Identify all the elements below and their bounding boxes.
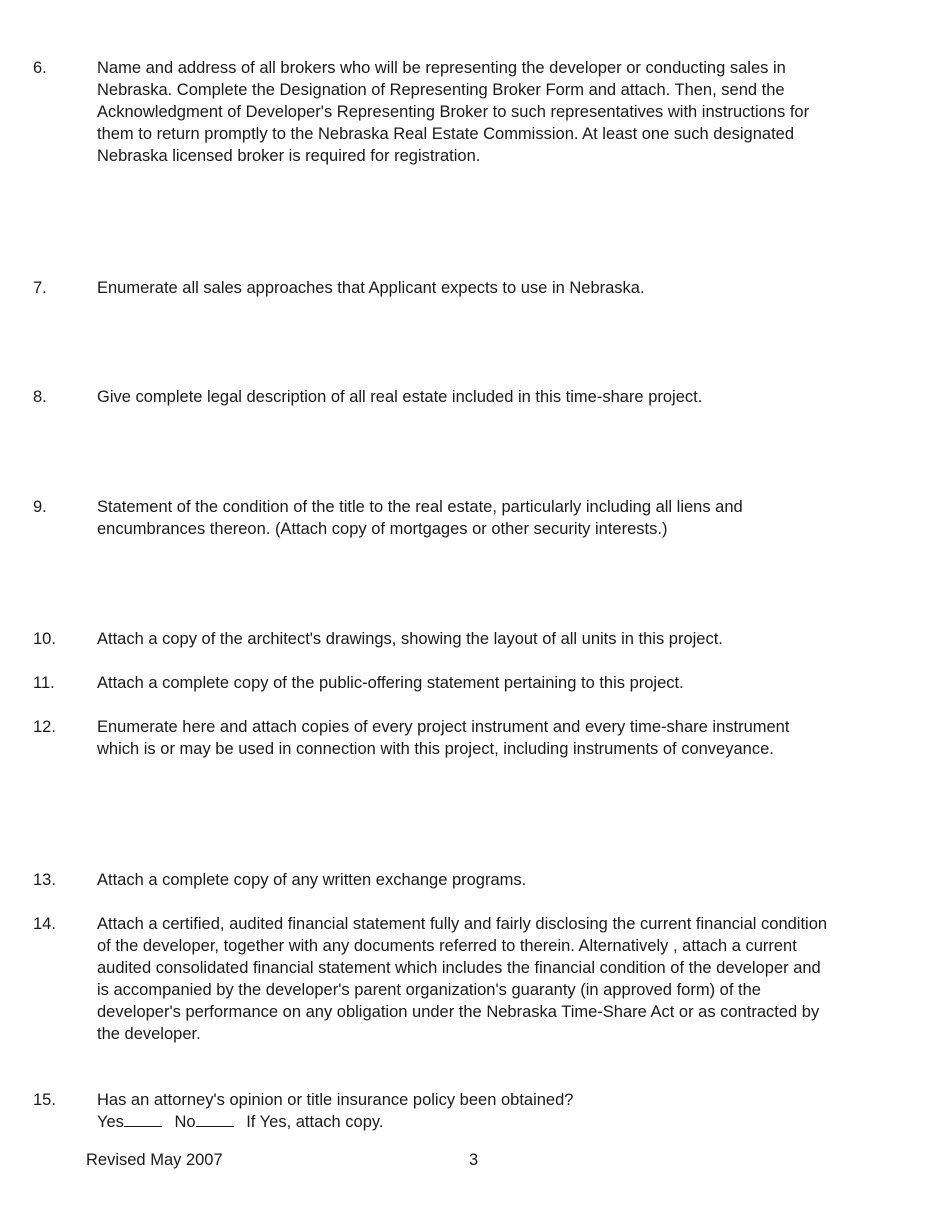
question-10 bbox=[33, 628, 833, 650]
question-number: 7. bbox=[33, 279, 47, 297]
question-7 bbox=[33, 277, 833, 299]
question-number: 14. bbox=[33, 915, 56, 933]
no-label: No bbox=[174, 1113, 196, 1131]
question-number: 8. bbox=[33, 388, 47, 406]
question-14 bbox=[33, 913, 833, 1045]
no-answer-blank[interactable] bbox=[196, 1112, 234, 1127]
question-13 bbox=[33, 869, 833, 891]
question-text: Attach a complete copy of any written exchange programs. bbox=[97, 871, 527, 889]
yes-no-row bbox=[97, 1111, 833, 1133]
question-15-prompt: Has an attorney's opinion or title insurance policy been obtained? bbox=[97, 1091, 574, 1109]
question-8 bbox=[33, 386, 833, 408]
question-text: Enumerate here and attach copies of every project instrument and every time-share instrument which is or may be used in connection with this project, including instruments of conveyance. bbox=[97, 718, 790, 758]
question-number: 13. bbox=[33, 871, 56, 889]
question-text: Attach a copy of the architect's drawings, showing the layout of all units in this project. bbox=[97, 630, 723, 648]
question-6 bbox=[33, 57, 833, 167]
question-number: 11. bbox=[33, 674, 55, 692]
yes-label: Yes bbox=[97, 1113, 124, 1131]
yes-answer-blank[interactable] bbox=[124, 1112, 162, 1127]
question-text: Give complete legal description of all real estate included in this time-share project. bbox=[97, 388, 703, 406]
question-number: 12. bbox=[33, 718, 56, 736]
question-number: 6. bbox=[33, 59, 47, 77]
page-number: 3 bbox=[469, 1151, 479, 1169]
question-text bbox=[97, 1089, 833, 1133]
question-text: Attach a certified, audited financial statement fully and fairly disclosing the current financial condition of the developer, together with any documents referred to therein. Alternatively , attach a current audited consolidated financial statement which includes the financial condition of the developer and is accompanied by the developer's parent organization's guaranty (in approved form) of the developer's performance on any obligation under the Nebraska Time-Share Act or as contracted by the developer. bbox=[97, 915, 828, 1043]
question-text: Attach a complete copy of the public-offering statement pertaining to this project. bbox=[97, 674, 684, 692]
question-11 bbox=[33, 672, 833, 694]
question-number: 9. bbox=[33, 498, 47, 516]
question-text: Enumerate all sales approaches that Applicant expects to use in Nebraska. bbox=[97, 279, 645, 297]
question-text: Statement of the condition of the title to the real estate, particularly including all liens and encumbrances thereon. (Attach copy of mortgages or other security interests.) bbox=[97, 498, 743, 538]
attach-instruction: If Yes, attach copy. bbox=[246, 1113, 384, 1131]
question-number: 15. bbox=[33, 1091, 56, 1109]
question-number: 10. bbox=[33, 630, 56, 648]
question-9 bbox=[33, 496, 833, 540]
question-15 bbox=[33, 1089, 833, 1133]
question-text: Name and address of all brokers who will be representing the developer or conducting sales in Nebraska. Complete the Designation of Representing Broker Form and attach. Then, send the Acknowledgment of Developer's Representing Broker to such representatives with instructions for them to return promptly to the Nebraska Real Estate Commission. At least one such designated Nebraska licensed broker is required for registration. bbox=[97, 59, 810, 165]
question-12 bbox=[33, 716, 833, 760]
revision-date: Revised May 2007 bbox=[86, 1151, 223, 1169]
